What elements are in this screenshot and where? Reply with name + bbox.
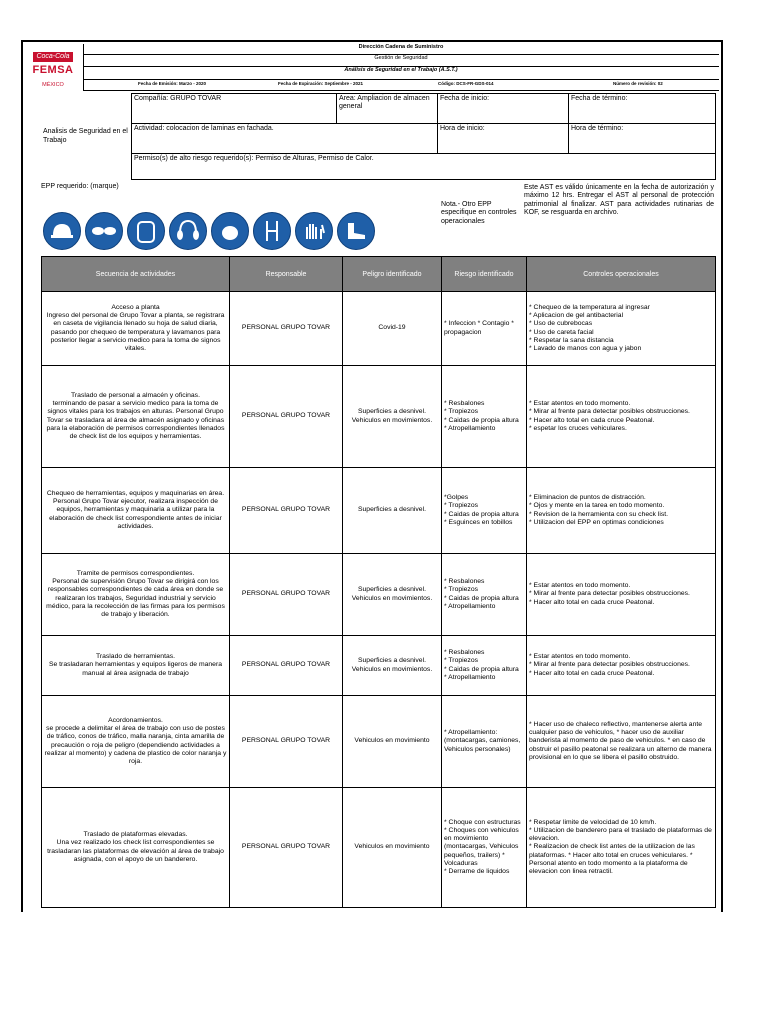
epp-section <box>41 183 716 256</box>
controls-cell: * Respetar limite de velocidad de 10 km/h. * Utilizacion de banderero para el traslado de plataformas de elevacion. * Realizacion de check list antes de la utilizacion de las plataformas. * Hacer alto total en cruces vehiculares. * Personal atento en todo momento a la plataforma de elevacion con linea retractil. <box>527 788 716 908</box>
risk-cell: * Resbalones * Tropiezos * Caidas de propia altura * Atropellamiento <box>442 554 527 636</box>
table-row <box>42 696 716 788</box>
header-line-2: Gestión de Seguridad <box>83 55 719 67</box>
revision-number: Número de revisión: 02 <box>613 81 663 86</box>
femsa-logo: FEMSA <box>32 64 74 76</box>
table-row <box>42 636 716 696</box>
validity-notice: Este AST es válido únicamente en la fecha de autorización y máximo 12 hrs. Entregar el AST al personal de protección patrimonial al finalizar. AST para actividades rutinarias de KOF, se resguarda en archivo. <box>524 184 714 216</box>
responsible-cell: PERSONAL GRUPO TOVAR <box>230 468 343 554</box>
activity-cell: Chequeo de herramientas, equipos y maquinarias en área. Personal Grupo Tovar ejecutor, realizara inspección de equipos, herramientas y maquinaria a utilizar para la elaboración de check list correspondiente antes de iniciar actividades. <box>42 468 230 554</box>
safety-boot-icon <box>337 212 375 250</box>
hazard-cell: Superficies a desnivel. Vehiculos en movimientos. <box>343 366 442 468</box>
responsible-cell: PERSONAL GRUPO TOVAR <box>230 554 343 636</box>
activity-cell: Traslado de herramientas. Se trasladaran herramientas y equipos ligeros de manera manual al área asignada de trabajo <box>42 636 230 696</box>
start-time-field: Hora de inicio: <box>438 124 569 154</box>
area-field: Area: Ampliacion de almacen general <box>337 94 438 124</box>
risk-cell: * Resbalones * Tropiezos * Caidas de propia altura * Atropellamiento <box>442 636 527 696</box>
document-code: Código: DCS-FR-GDS-014 <box>438 81 494 86</box>
activity-cell: Traslado de personal a almacén y oficinas. terminando de pasar a servicio medico para la toma de signos vitales para los trabajos en alturas. Personal Grupo Tovar se trasladara al área de almacén asignado y oficinas para la elaboración de permisos correspondientes llenados de check list de los equipos y herramientas. <box>42 366 230 468</box>
end-date-field: Fecha de término: <box>569 94 716 124</box>
table-row <box>42 468 716 554</box>
table-row <box>42 292 716 366</box>
controls-cell: * Estar atentos en todo momento. * Mirar al frente para detectar posibles obstrucciones. * Hacer alto total en cada cruce Peatonal. <box>527 636 716 696</box>
responsible-cell: PERSONAL GRUPO TOVAR <box>230 696 343 788</box>
logo-country: MÉXICO <box>42 82 64 88</box>
face-shield-icon <box>127 212 165 250</box>
header-meta <box>83 80 719 91</box>
activity-field: Actividad: colocacion de laminas en fachada. <box>132 124 438 154</box>
responsible-cell: PERSONAL GRUPO TOVAR <box>230 636 343 696</box>
permits-field: Permiso(s) de alto riesgo requerido(s): Permiso de Alturas, Permiso de Calor. <box>132 154 716 180</box>
controls-cell: * Estar atentos en todo momento. * Mirar al frente para detectar posibles obstrucciones. * Hacer alto total en cada cruce Peatonal. <box>527 554 716 636</box>
company-field: Compañía: GRUPO TOVAR <box>132 94 337 124</box>
header-line-3: Análisis de Seguridad en el Trabajo (A.S.T.) <box>83 67 719 80</box>
risk-cell: * Choque con estructuras * Choques con vehiculos en movimiento (montacargas, Vehiculos pequeños, trailers) * Volcaduras * Derrame de liquidos <box>442 788 527 908</box>
emission-date: Fecha de Emisión: Marzo - 2020 <box>138 81 207 86</box>
col-risk: Riesgo identificado <box>442 257 527 292</box>
hard-hat-icon <box>43 212 81 250</box>
table-row <box>42 554 716 636</box>
activity-cell: Traslado de plataformas elevadas. Una vez realizado los check list correspondientes se trasladaran las plataformas de elevación al área de trabajo asignada, con el apoyo de un banderero. <box>42 788 230 908</box>
hazard-cell: Vehiculos en movimiento <box>343 788 442 908</box>
safety-glasses-icon <box>85 212 123 250</box>
risk-cell: * Atropellamiento: (montacargas, camiones, Vehiculos personales) <box>442 696 527 788</box>
expiration-date: Fecha de Expiración: Septiembre - 2021 <box>278 81 364 86</box>
document-header <box>21 44 719 90</box>
controls-cell: * Estar atentos en todo momento. * Mirar al frente para detectar posibles obstrucciones. * Hacer alto total en cada cruce Peatonal. * espetar los cruces vehiculares. <box>527 366 716 468</box>
controls-cell: * Eliminacion de puntos de distracción. * Ojos y mente en la tarea en todo momento. * Revision de la herramienta con su check list. * Utilizacion del EPP en optimas condiciones <box>527 468 716 554</box>
col-hazard: Peligro identificado <box>343 257 442 292</box>
info-table <box>41 93 716 180</box>
harness-icon <box>253 212 291 250</box>
hazard-cell: Superficies a desnivel. Vehiculos en movimientos. <box>343 554 442 636</box>
header-line-1: Dirección Cadena de Suministro <box>83 44 719 55</box>
hazard-cell: Covid-19 <box>343 292 442 366</box>
ast-title: Analisis de Seguridad en el Trabajo <box>43 128 128 144</box>
epp-note: Nota.- Otro EPP especifique en controles operacionales <box>441 201 517 225</box>
responsible-cell: PERSONAL GRUPO TOVAR <box>230 366 343 468</box>
table-row <box>42 788 716 908</box>
risk-cell: * Infeccion * Contagio * propagacion <box>442 292 527 366</box>
activity-cell: Acordonamientos. se procede a delimitar el área de trabajo con uso de postes de tráfico, conos de tráfico, malla naranja, cinta amarilla de precaución o roja de peligro (dependiendo actividades a realizar al momento) y cadena de plastico de color naranja y roja. <box>42 696 230 788</box>
activity-cell: Acceso a planta Ingreso del personal de Grupo Tovar a planta, se registrara en caseta de vigilancia llenado su hoja de salud diaria, pasando por chequeo de temperatura y lavamanos para posterior llegar a servicio medico para la toma de signos vitales. <box>42 292 230 366</box>
coca-cola-logo: Coca-Cola <box>33 52 73 62</box>
activities-table <box>41 256 716 908</box>
end-time-field: Hora de término: <box>569 124 716 154</box>
hazard-cell: Superficies a desnivel. <box>343 468 442 554</box>
start-date-field: Fecha de inicio: <box>438 94 569 124</box>
responsible-cell: PERSONAL GRUPO TOVAR <box>230 292 343 366</box>
col-controls: Controles operacionales <box>527 257 716 292</box>
controls-cell: * Chequeo de la temperatura al ingresar * Aplicacion de gel antibacterial * Uso de cubrebocas * Uso de careta facial * Respetar la sana distancia * Lavado de manos con agua y jabon <box>527 292 716 366</box>
hazard-cell: Vehiculos en movimiento <box>343 696 442 788</box>
respirator-icon <box>211 212 249 250</box>
col-activities: Secuencia de actividades <box>42 257 230 292</box>
hazard-cell: Superficies a desnivel. Vehiculos en movimientos. <box>343 636 442 696</box>
gloves-icon <box>295 212 333 250</box>
company-logo <box>21 44 84 90</box>
risk-cell: *Golpes * Tropiezos * Caidas de propia altura * Esguinces en tobillos <box>442 468 527 554</box>
activity-cell: Tramite de permisos correspondientes. Personal de supervisión Grupo Tovar se dirigirá con los responsables correspondientes de cada área en donde se realizaran los trabajos, Seguridad industrial y servicio médico, para la recolección de las firmas para los permisos de trabajo y liberación. <box>42 554 230 636</box>
col-responsible: Responsable <box>230 257 343 292</box>
ear-muffs-icon <box>169 212 207 250</box>
responsible-cell: PERSONAL GRUPO TOVAR <box>230 788 343 908</box>
controls-cell: * Hacer uso de chaleco reflectivo, mantenerse alerta ante cualquier paso de vehiculos, * hacer uso de auxiliar banderista al momento de paso de vehiculos. * en caso de obstruir el pasillo peatonal se realizara un alterno de manera provisional en lo que se libera el pasillo obstruido. <box>527 696 716 788</box>
risk-cell: * Resbalones * Tropiezos * Caidas de propia altura * Atropellamiento <box>442 366 527 468</box>
epp-label: EPP requerido: (marque) <box>41 183 119 190</box>
table-row <box>42 366 716 468</box>
